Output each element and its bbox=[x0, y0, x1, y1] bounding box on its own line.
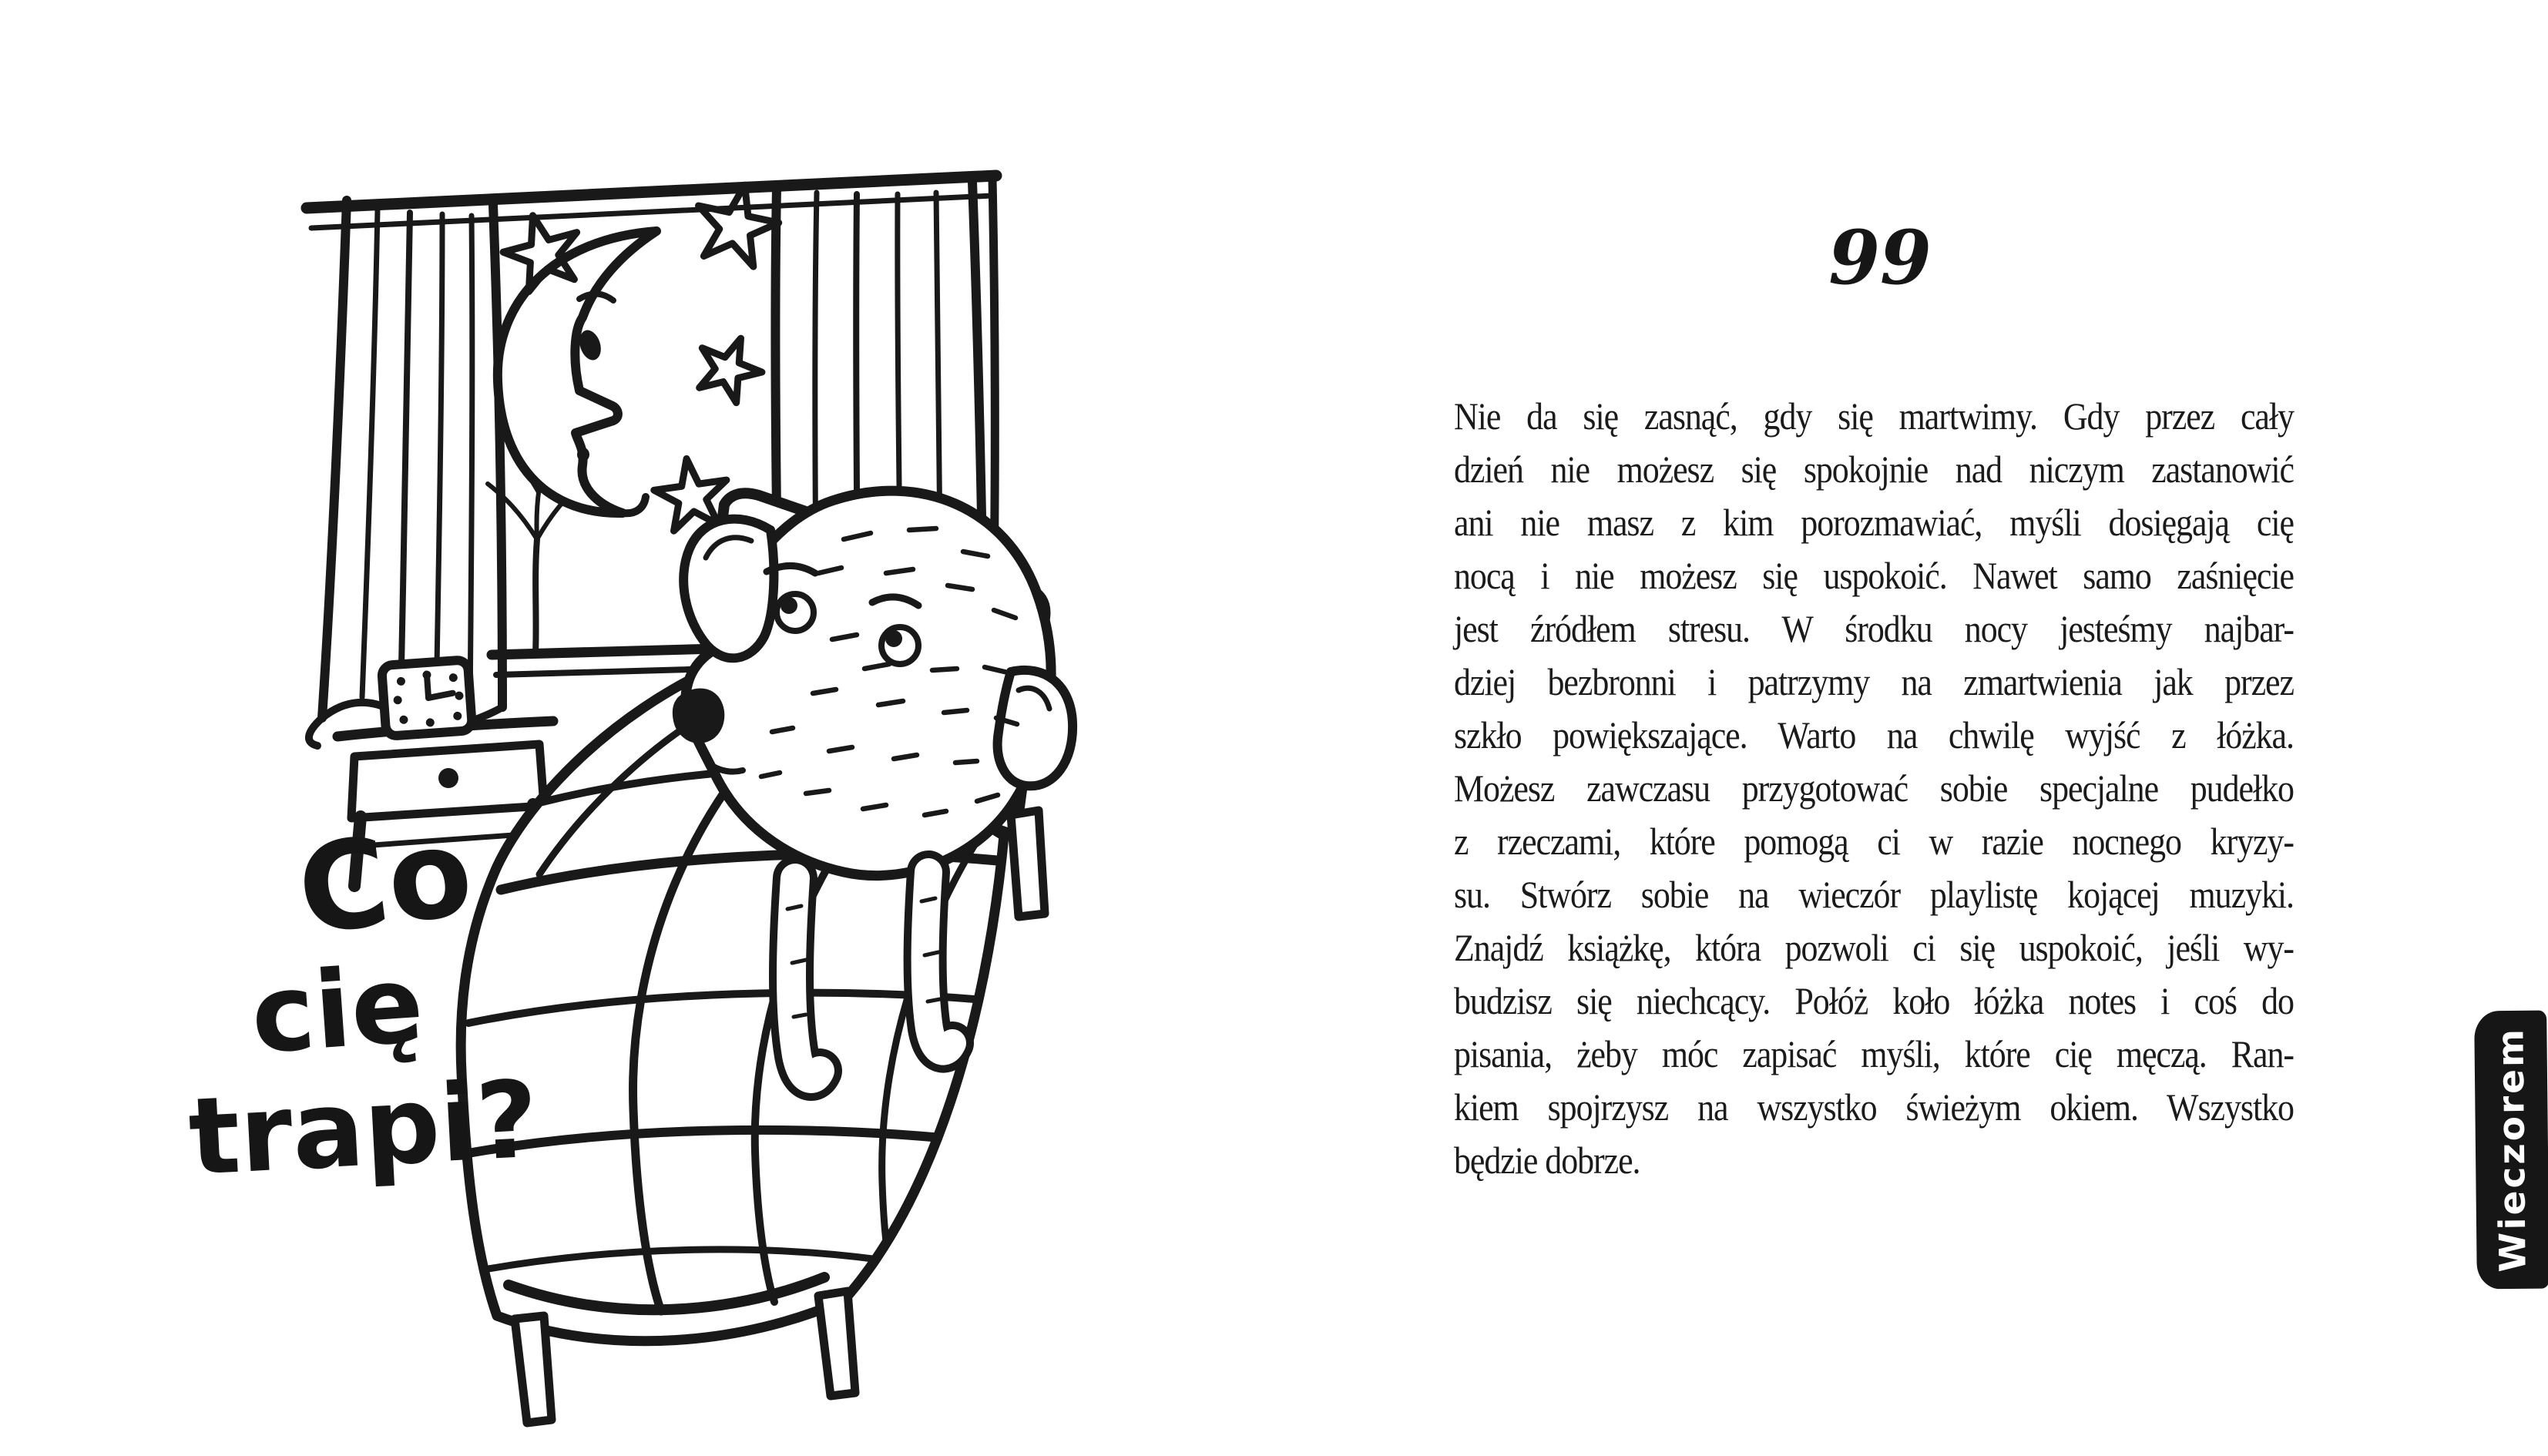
text-line: budzisz się niechcący. Połóż koło łóżka notes i coś do bbox=[1454, 979, 2294, 1022]
text-line: Nie da się zasnąć, gdy się martwimy. Gdy przez cały bbox=[1454, 394, 2294, 438]
star-icon bbox=[688, 327, 770, 408]
alarm-clock-icon bbox=[381, 659, 472, 736]
text-line: dzień nie możesz się spokojnie nad niczym zastanowić bbox=[1454, 448, 2294, 491]
moon-mouth bbox=[577, 448, 589, 461]
text-line: kiem spojrzysz na wszystko świeżym okiem. Wszystko bbox=[1454, 1085, 2294, 1129]
caption-line-1: Co bbox=[290, 800, 480, 963]
text-line: Znajdź książkę, która pozwoli ci się uspokoić, jeśli wy- bbox=[1454, 926, 2294, 969]
text-line: jest źródłem stresu. W środku nocy jesteśmy najbar- bbox=[1454, 607, 2294, 650]
text-line: su. Stwórz sobie na wieczór playlistę kojącej muzyki. bbox=[1454, 873, 2294, 916]
text-line: będzie dobrze. bbox=[1454, 1139, 1640, 1182]
side-tab-label: Wieczorem bbox=[2489, 1027, 2535, 1273]
dog-right-eye bbox=[881, 627, 918, 664]
body-paragraph bbox=[1454, 390, 2294, 1187]
caption-line-3: trapi? bbox=[186, 1057, 542, 1199]
text-line: szkło powiększające. Warto na chwilę wyjść z łóżka. bbox=[1454, 713, 2294, 757]
drawer-knob bbox=[438, 768, 458, 788]
page-number: 99 bbox=[1828, 214, 1932, 301]
dog-left-eye bbox=[777, 594, 814, 631]
moon-icon bbox=[498, 231, 656, 513]
text-line: pisania, żeby móc zapisać myśli, które cię męczą. Ran- bbox=[1454, 1032, 2294, 1075]
text-line: dziej bezbronni i patrzymy na zmartwienia jak przez bbox=[1454, 660, 2294, 703]
text-line: nocą i nie możesz się uspokoić. Nawet samo zaśnięcie bbox=[1454, 554, 2294, 597]
text-line: z rzeczami, które pomogą ci w razie nocnego kryzy- bbox=[1454, 820, 2294, 863]
side-tab-wieczorem bbox=[2474, 1011, 2548, 1290]
text-line: ani nie masz z kim porozmawiać, myśli dosięgają cię bbox=[1454, 501, 2294, 544]
text-line: Możesz zawczasu przygotować sobie specjalne pudełko bbox=[1454, 767, 2294, 810]
caption-line-2: cię bbox=[247, 941, 428, 1078]
